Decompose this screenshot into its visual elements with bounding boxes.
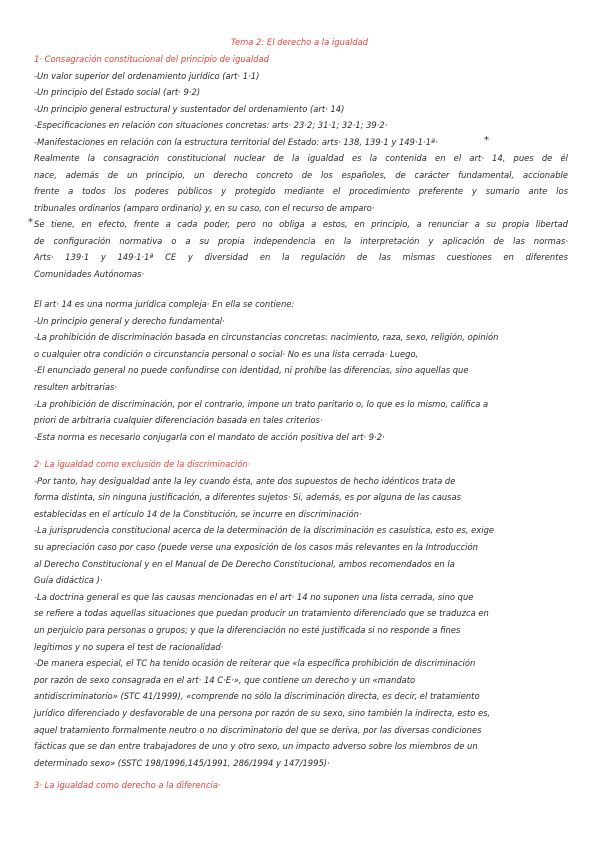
paragraph-line: -De manera especial, el TC ha tenido ocasión de reiterar que «la específica prohibición de discriminación <box>34 658 476 669</box>
paragraph-line: se refiere a todas aquellas situaciones que puedan producir un tratamiento diferenciado que se traduzca en <box>34 608 489 619</box>
paragraph-line: -Por tanto, hay desigualdad ante la ley cuando ésta, ante dos supuestos de hecho idénticos trata de <box>34 475 456 486</box>
paragraph-line: jurídico diferenciado y desfavorable de una persona por razón de su sexo, sino también la indirecta, esto es, <box>34 707 491 718</box>
list-item: -Manifestaciones en relación con la estructura territorial del Estado: arts· 138, 139·1 y 149·1·1ª· <box>34 136 438 147</box>
asterisk-mark: * <box>484 135 489 146</box>
paragraph-line: antidiscriminatorio» (STC 41/1999), «comprende no sólo la discriminación directa, es decir, el tratamiento <box>34 691 480 702</box>
section-2 <box>34 456 568 771</box>
paragraph-line: aquel tratamiento formalmente neutro o no discriminatorio del que se deriva, por las diversas condiciones <box>34 724 482 735</box>
paragraph-line: frente a todos los poderes públicos y protegido mediante el procedimiento preferente y sumario ante los <box>34 186 568 197</box>
paragraph-line: establecidas en el artículo 14 de la Constitución, se incurre en discriminación· <box>34 508 362 519</box>
section-1-heading: 1· Consagración constitucional del principio de igualdad <box>34 54 269 64</box>
paragraph-line: Comunidades Autónomas· <box>34 268 145 279</box>
paragraph-line: El art· 14 es una norma jurídica compleja· En ella se contiene: <box>34 299 295 309</box>
section-3 <box>34 777 568 794</box>
page-title: Tema 2: El derecho a la igualdad <box>230 37 369 47</box>
list-item: priori de arbitraria cualquier diferenciación basada en tales criterios· <box>34 415 323 426</box>
paragraph-line: por razón de sexo consagrada en el art· 14 C·E·», que contiene un derecho y un «mandato <box>34 674 416 685</box>
list-item: -Un principio del Estado social (art· 9·2) <box>34 87 201 98</box>
section-1-note <box>34 216 568 282</box>
paragraph-line: Realmente la consagración constitucional nuclear de la igualdad es la contenida en el art· 14, pues de él <box>34 153 568 163</box>
paragraph-line: -La jurisprudencia constitucional acerca de la determinación de la discriminación es casuística, esto es, exige <box>34 525 495 536</box>
list-item: -Especificaciones en relación con situaciones concretas: arts· 23·2; 31·1; 32·1; 39·2· <box>34 120 388 131</box>
list-item: o cualquier otra condición o circunstancia personal o social· No es una lista cerrada· Luego, <box>34 348 419 359</box>
paragraph-line: Se tiene, en efecto, frente a cada poder, pero no obliga a estos, en principio, a renunciar a su propia libertad <box>34 219 568 229</box>
paragraph-line: determinado sexo» (SSTC 198/1996,145/1991, 286/1994 y 147/1995)· <box>34 757 330 768</box>
paragraph-line: legítimos y no supera el test de racionalidad· <box>34 641 224 652</box>
paragraph-line: su apreciación caso por caso (puede verse una exposición de los casos más relevantes en la Introducción <box>34 541 478 552</box>
paragraph-line: un perjuicio para personas o grupos; y que la diferenciación no esté justificada si no responde a fines <box>34 624 461 635</box>
paragraph-line: -La doctrina general es que las causas mencionadas en el art· 14 no suponen una lista cerrada, sino que <box>34 591 474 602</box>
list-item: resulten arbitrarias· <box>34 381 118 392</box>
paragraph-line: al Derecho Constitucional y en el Manual de De Derecho Constitucional, ambos recomendados en la <box>34 558 455 569</box>
section-1-paragraph <box>34 150 568 216</box>
list-item: -La prohibición de discriminación, por el contrario, impone un trato paritario o, lo que es lo mismo, califica a <box>34 398 489 409</box>
asterisk-mark: * <box>28 217 33 228</box>
list-item: -Un valor superior del ordenamiento jurídico (art· 1·1) <box>34 70 260 81</box>
paragraph-line: fácticas que se dan entre trabajadores de uno y otro sexo, un impacto adverso sobre los miembros de un <box>34 741 478 752</box>
list-item: -Un principio general estructural y sustentador del ordenamiento (art· 14) <box>34 103 345 114</box>
list-item: -La prohibición de discriminación basada en circunstancias concretas: nacimiento, raza, sexo, religión, opinión <box>34 332 499 343</box>
art14-block <box>34 296 568 445</box>
section-3-heading: 3· La igualdad como derecho a la diferencia· <box>34 780 221 790</box>
list-item: -El enunciado general no puede confundirse con identidad, ni prohíbe las diferencias, sino aquellas que <box>34 365 469 376</box>
list-item: -Un principio general y derecho fundamental· <box>34 315 225 326</box>
paragraph-line: de configuración normativa o a su propia independencia en la interpretación y aplicación de las normas· <box>34 235 568 246</box>
section-2-heading: 2· La igualdad como exclusión de la discriminación· <box>34 459 251 469</box>
paragraph-line: nace, además de un principio, un derecho concreto de los españoles, de carácter fundamental, accionable <box>34 169 568 180</box>
paragraph-line: Arts· 139·1 y 149·1·1ª CE y diversidad en la regulación de las mismas cuestiones en diferentes <box>34 252 568 263</box>
paragraph-line: tribunales ordinarios (amparo ordinario) y, en su caso, con el recurso de amparo· <box>34 202 375 213</box>
list-item: -Esta norma es necesario conjugarla con el mandato de acción positiva del art· 9·2· <box>34 431 385 442</box>
paragraph-line: Guía didáctica )· <box>34 575 103 586</box>
paragraph-line: forma distinta, sin ninguna justificación, a diferentes sujetos· Si, además, es por alguna de las causas <box>34 492 462 503</box>
